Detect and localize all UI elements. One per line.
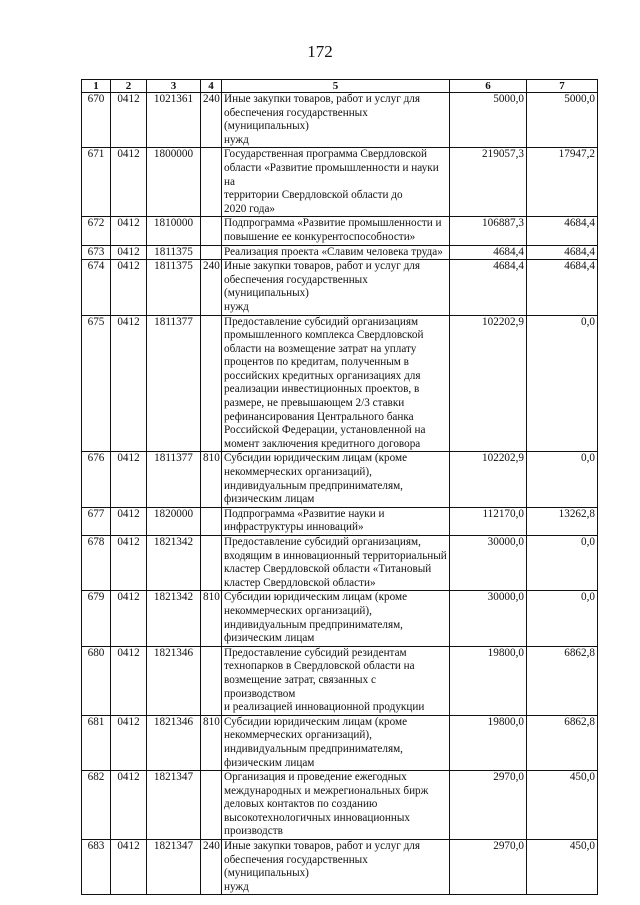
section-code-cell: 0412 — [111, 93, 147, 148]
target-code-cell: 1811375 — [147, 245, 201, 260]
amount-2-cell: 4684,4 — [527, 245, 598, 260]
description-line: некоммерческих организаций), — [224, 604, 372, 617]
table-row — [82, 536, 598, 591]
description-line: нужд — [224, 880, 249, 893]
amount-2-cell: 0,0 — [527, 452, 598, 507]
amount-2-cell: 6862,8 — [527, 646, 598, 715]
expense-type-cell — [201, 217, 222, 245]
page-number: 172 — [307, 42, 333, 61]
row-number-cell: 680 — [82, 646, 111, 715]
description-line: Подпрограмма «Развитие промышленности и — [224, 217, 442, 230]
table-row — [82, 315, 598, 452]
description-line: процентов по кредитам, полученным в — [224, 356, 409, 369]
amount-1-cell: 19800,0 — [450, 715, 527, 770]
target-code-cell: 1820000 — [147, 507, 201, 535]
description-line: деловых контактов по созданию — [224, 798, 378, 811]
description-line: области «Развитие промышленности и науки на — [224, 161, 439, 188]
description-line: международных и межрегиональных бирж — [224, 784, 429, 797]
row-number-cell: 682 — [82, 771, 111, 840]
amount-2-cell: 0,0 — [527, 315, 598, 452]
description-line: Иные закупки товаров, работ и услуг для — [224, 93, 421, 105]
table-body — [82, 93, 598, 895]
description-line: Подпрограмма «Развитие науки и — [224, 507, 385, 520]
description-line: индивидуальным предпринимателям, — [224, 479, 403, 492]
row-number-cell: 675 — [82, 315, 111, 452]
header-row — [82, 80, 598, 93]
amount-2-cell: 17947,2 — [527, 148, 598, 217]
column-header: 6 — [450, 80, 527, 93]
amount-1-cell: 102202,9 — [450, 452, 527, 507]
description-line: нужд — [224, 133, 249, 146]
amount-1-cell: 2970,0 — [450, 840, 527, 895]
description-line: входящим в инновационный территориальный — [224, 549, 447, 562]
expense-type-cell: 240 — [201, 93, 222, 148]
amount-1-cell: 2970,0 — [450, 771, 527, 840]
column-header: 5 — [222, 80, 450, 93]
table-row — [82, 646, 598, 715]
amount-1-cell: 30000,0 — [450, 536, 527, 591]
expense-type-cell — [201, 771, 222, 840]
description-line: Субсидии юридическим лицам (кроме — [224, 591, 408, 604]
description-line: физическим лицам — [224, 493, 315, 506]
expense-type-cell — [201, 536, 222, 591]
amount-2-cell: 450,0 — [527, 771, 598, 840]
row-number-cell: 672 — [82, 217, 111, 245]
description-cell — [222, 245, 450, 260]
section-code-cell: 0412 — [111, 245, 147, 260]
row-number-cell: 673 — [82, 245, 111, 260]
section-code-cell: 0412 — [111, 771, 147, 840]
description-line: технопарков в Свердловской области на — [224, 660, 415, 673]
description-line: Субсидии юридическим лицам (кроме — [224, 715, 408, 728]
table-row — [82, 715, 598, 770]
amount-2-cell: 450,0 — [527, 840, 598, 895]
target-code-cell: 1810000 — [147, 217, 201, 245]
description-line: высокотехнологичных инновационных — [224, 811, 410, 824]
section-code-cell: 0412 — [111, 840, 147, 895]
table-row — [82, 507, 598, 535]
target-code-cell: 1811377 — [147, 315, 201, 452]
description-cell — [222, 452, 450, 507]
description-line: Предоставление субсидий резидентам — [224, 646, 407, 659]
row-number-cell: 683 — [82, 840, 111, 895]
description-line: физическим лицам — [224, 756, 315, 769]
description-line: Российской Федерации, установленной на — [224, 424, 426, 437]
amount-1-cell: 106887,3 — [450, 217, 527, 245]
amount-1-cell: 219057,3 — [450, 148, 527, 217]
table-row — [82, 245, 598, 260]
table-row — [82, 93, 598, 148]
expense-type-cell: 240 — [201, 260, 222, 315]
expense-type-cell: 810 — [201, 452, 222, 507]
description-line: нужд — [224, 300, 249, 313]
amount-2-cell: 5000,0 — [527, 93, 598, 148]
row-number-cell: 670 — [82, 93, 111, 148]
description-line: российских кредитных организациях для — [224, 369, 421, 382]
amount-1-cell: 4684,4 — [450, 245, 527, 260]
description-line: Иные закупки товаров, работ и услуг для — [224, 260, 421, 273]
expense-type-cell — [201, 646, 222, 715]
section-code-cell: 0412 — [111, 217, 147, 245]
description-line: промышленного комплекса Свердловской — [224, 329, 424, 342]
description-cell — [222, 840, 450, 895]
description-line: Предоставление субсидий организациям, — [224, 536, 421, 548]
target-code-cell: 1821346 — [147, 715, 201, 770]
section-code-cell: 0412 — [111, 315, 147, 452]
description-line: некоммерческих организаций), — [224, 466, 372, 479]
row-number-cell: 681 — [82, 715, 111, 770]
amount-2-cell: 13262,8 — [527, 507, 598, 535]
description-cell — [222, 260, 450, 315]
amount-2-cell: 0,0 — [527, 536, 598, 591]
description-line: и реализацией инновационной продукции — [224, 701, 425, 714]
section-code-cell: 0412 — [111, 507, 147, 535]
description-line: Предоставление субсидий организациям — [224, 315, 419, 328]
amount-1-cell: 112170,0 — [450, 507, 527, 535]
section-code-cell: 0412 — [111, 536, 147, 591]
row-number-cell: 676 — [82, 452, 111, 507]
description-cell — [222, 536, 450, 591]
target-code-cell: 1821346 — [147, 646, 201, 715]
column-header: 3 — [147, 80, 201, 93]
description-line: Иные закупки товаров, работ и услуг для — [224, 840, 421, 853]
target-code-cell: 1811375 — [147, 260, 201, 315]
expense-type-cell: 810 — [201, 591, 222, 646]
description-line: кластер Свердловской области» — [224, 576, 376, 589]
description-cell — [222, 93, 450, 148]
description-line: кластер Свердловской области «Титановый — [224, 563, 432, 576]
row-number-cell: 671 — [82, 148, 111, 217]
expense-type-cell — [201, 507, 222, 535]
amount-1-cell: 5000,0 — [450, 93, 527, 148]
amount-2-cell: 4684,4 — [527, 260, 598, 315]
description-cell — [222, 315, 450, 452]
description-cell — [222, 591, 450, 646]
description-cell — [222, 148, 450, 217]
description-line: территории Свердловской области до — [224, 189, 403, 202]
expense-type-cell — [201, 245, 222, 260]
description-line: Реализация проекта «Славим человека труда» — [224, 245, 443, 258]
target-code-cell: 1821347 — [147, 840, 201, 895]
target-code-cell: 1021361 — [147, 93, 201, 148]
description-line: индивидуальным предпринимателям, — [224, 742, 403, 755]
description-line: производств — [224, 825, 283, 838]
description-line: физическим лицам — [224, 632, 315, 645]
table-row — [82, 260, 598, 315]
description-line: Государственная программа Свердловской — [224, 148, 427, 161]
description-line: индивидуальным предпринимателям, — [224, 618, 403, 631]
expense-type-cell: 810 — [201, 715, 222, 770]
table-row — [82, 840, 598, 895]
section-code-cell: 0412 — [111, 591, 147, 646]
table-row — [82, 148, 598, 217]
amount-2-cell: 6862,8 — [527, 715, 598, 770]
column-header: 4 — [201, 80, 222, 93]
row-number-cell: 674 — [82, 260, 111, 315]
section-code-cell: 0412 — [111, 646, 147, 715]
description-cell — [222, 646, 450, 715]
table-row — [82, 771, 598, 840]
target-code-cell: 1821342 — [147, 591, 201, 646]
table-row — [82, 591, 598, 646]
amount-1-cell: 19800,0 — [450, 646, 527, 715]
column-header: 2 — [111, 80, 147, 93]
target-code-cell: 1821347 — [147, 771, 201, 840]
amount-2-cell: 4684,4 — [527, 217, 598, 245]
target-code-cell: 1811377 — [147, 452, 201, 507]
description-line: некоммерческих организаций), — [224, 729, 372, 742]
description-line: Субсидии юридическим лицам (кроме — [224, 452, 408, 465]
target-code-cell: 1821342 — [147, 536, 201, 591]
section-code-cell: 0412 — [111, 260, 147, 315]
description-cell — [222, 715, 450, 770]
description-cell — [222, 771, 450, 840]
section-code-cell: 0412 — [111, 452, 147, 507]
column-header: 1 — [82, 80, 111, 93]
section-code-cell: 0412 — [111, 715, 147, 770]
expense-type-cell — [201, 315, 222, 452]
description-line: инфраструктуры инноваций» — [224, 521, 364, 534]
row-number-cell: 677 — [82, 507, 111, 535]
amount-2-cell: 0,0 — [527, 591, 598, 646]
description-line: реализации инвестиционных проектов, в — [224, 383, 420, 396]
amount-1-cell: 4684,4 — [450, 260, 527, 315]
row-number-cell: 679 — [82, 591, 111, 646]
description-line: размере, не превышающем 2/3 ставки — [224, 397, 405, 410]
amount-1-cell: 30000,0 — [450, 591, 527, 646]
expense-type-cell: 240 — [201, 840, 222, 895]
amount-1-cell: 102202,9 — [450, 315, 527, 452]
table-row — [82, 452, 598, 507]
description-line: обеспечения государственных (муниципальных) — [224, 853, 368, 880]
row-number-cell: 678 — [82, 536, 111, 591]
description-cell — [222, 507, 450, 535]
description-line: области на возмещение затрат на уплату — [224, 342, 417, 355]
description-line: 2020 года» — [224, 202, 276, 215]
section-code-cell: 0412 — [111, 148, 147, 217]
description-line: повышение ее конкурентоспособности» — [224, 230, 416, 243]
description-line: рефинансирования Центрального банка — [224, 410, 414, 423]
expense-type-cell — [201, 148, 222, 217]
description-line: обеспечения государственных (муниципальных) — [224, 273, 368, 300]
table-row — [82, 217, 598, 245]
description-line: возмещение затрат, связанных с производством — [224, 673, 376, 700]
column-header: 7 — [527, 80, 598, 93]
budget-table — [81, 79, 598, 895]
description-line: момент заключения кредитного договора — [224, 437, 421, 450]
description-cell — [222, 217, 450, 245]
description-line: Организация и проведение ежегодных — [224, 771, 407, 784]
description-line: обеспечения государственных (муниципальных) — [224, 106, 368, 133]
target-code-cell: 1800000 — [147, 148, 201, 217]
